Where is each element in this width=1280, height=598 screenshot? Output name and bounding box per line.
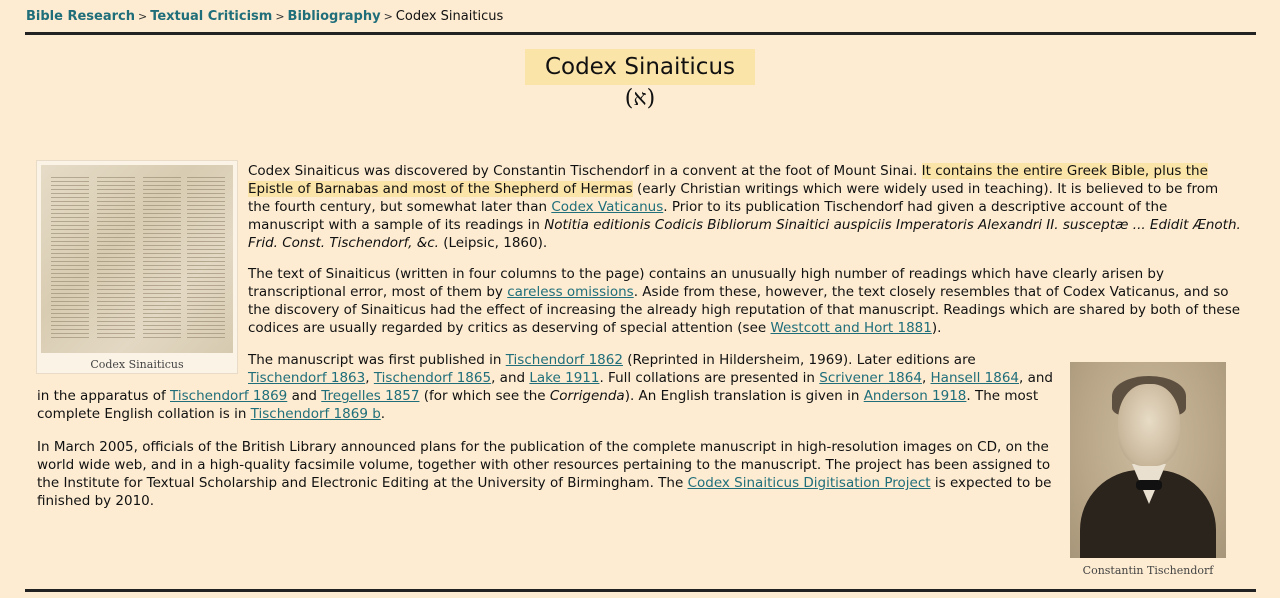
breadcrumb-separator: > [138,10,148,23]
breadcrumb-link-bible-research[interactable]: Bible Research [26,9,135,24]
manuscript-image [41,165,233,353]
link-hansell-1864[interactable]: Hansell 1864 [930,370,1019,386]
link-tischendorf-1862[interactable]: Tischendorf 1862 [505,352,623,368]
manuscript-caption: Codex Sinaiticus [90,358,184,371]
paragraph-2: The text of Sinaiticus (written in four columns to the page) contains an unusually high number of readings which have clearly arisen by transcriptional error, most of them by careless omissions. Aside from these, however, the text closely resembles that of Codex Vaticanus, and so the discovery of Sinaiticus had the effect of increasing the already high reputation of that manuscript. Readings which are shared by both of these codices are usually regarded by critics as deserving of special attention (see Westcott and Hort 1881). [248,266,1241,336]
paragraph-1: Codex Sinaiticus was discovered by Constantin Tischendorf in a convent at the foot of Mount Sinai. It contains the entire Greek Bible, plus the Epistle of Barnabas and most of the Shepherd of Hermas (early Christian writings which were widely used in teaching). It is believed to be from the fourth century, but somewhat later than Codex Vaticanus. Prior to its publication Tischendorf had given a descriptive account of the manuscript with a sample of its readings in Notitia editionis Codicis Bibliorum Sinaitici auspiciis Imperatoris Alexandri II. susceptæ ... Edidit Ænoth. Frid. Const. Tischendorf, &c. (Leipsic, 1860). [248,163,1241,251]
tischendorf-figure [1068,360,1228,582]
paragraph-4: In March 2005, officials of the British Library announced plans for the publication of the complete manuscript in high-resolution images on CD, on the world wide web, and in a high-quality facsimile volume, together with other resources pertaining to the manuscript. The project has been assigned to the Institute for Textual Scholarship and Electronic Editing at the University of Birmingham. The Codex Sinaiticus Digitisation Project is expected to be finished by 2010. [37,439,1052,509]
link-careless-omissions[interactable]: careless omissions [507,284,634,300]
tischendorf-portrait [1070,362,1226,558]
breadcrumb-link-bibliography[interactable]: Bibliography [287,9,381,24]
paragraph-3-line-2: Tischendorf 1863, Tischendorf 1865, and Lake 1911. Full collations are presented in Scrivener 1864, Hansell 1864, and [248,370,1053,386]
paragraph-3-line-4: complete English collation is in Tischendorf 1869 b. [37,406,386,422]
codex-sinaiticus-figure [36,160,238,374]
breadcrumb-link-textual-criticism[interactable]: Textual Criticism [150,9,273,24]
link-tischendorf-1869[interactable]: Tischendorf 1869 [170,388,288,404]
link-anderson-1918[interactable]: Anderson 1918 [863,388,967,404]
link-tischendorf-1869-b[interactable]: Tischendorf 1869 b [250,406,381,422]
breadcrumb-separator: > [383,10,393,23]
link-codex-vaticanus[interactable]: Codex Vaticanus [551,199,664,215]
breadcrumb [26,8,503,26]
link-tischendorf-1865[interactable]: Tischendorf 1865 [373,370,492,386]
breadcrumb-separator: > [275,10,285,23]
link-scrivener-1864[interactable]: Scrivener 1864 [819,370,922,386]
highlighted-text: It contains the entire Greek Bible, plus the Epistle of Barnabas and most of the Shepherd of Hermas [248,163,1208,197]
top-divider [25,32,1256,35]
breadcrumb-current: Codex Sinaiticus [395,9,504,24]
page-title: Codex Sinaiticus [525,49,755,85]
paragraph-3-line-3: in the apparatus of Tischendorf 1869 and Tregelles 1857 (for which see the Corrigenda). An English translation is given in Anderson 1918. The most [37,388,1039,404]
link-lake-1911[interactable]: Lake 1911 [529,370,600,386]
link-westcott-hort-1881[interactable]: Westcott and Hort 1881 [770,320,932,336]
link-digitisation-project[interactable]: Codex Sinaiticus Digitisation Project [687,475,931,491]
link-tischendorf-1863[interactable]: Tischendorf 1863 [248,370,366,386]
link-tregelles-1857[interactable]: Tregelles 1857 [321,388,420,404]
page-subtitle: (א) [624,86,656,111]
portrait-caption: Constantin Tischendorf [1082,564,1214,577]
paragraph-3-line-1: The manuscript was first published in Tischendorf 1862 (Reprinted in Hildersheim, 1969). Later editions are [248,352,976,368]
title-wrap [0,49,1280,85]
bottom-divider [25,589,1256,592]
